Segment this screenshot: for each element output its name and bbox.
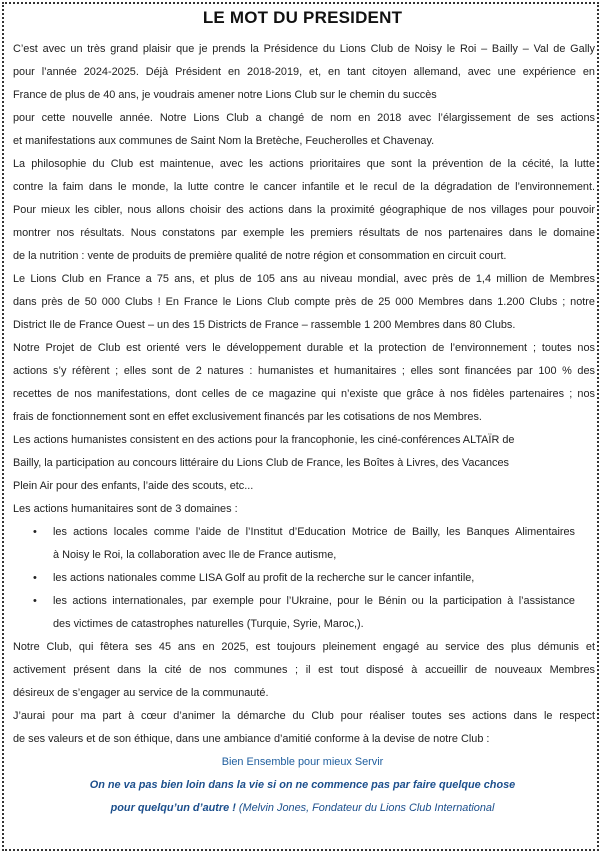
paragraph-line: Les actions humanitaires sont de 3 domaines : <box>13 503 238 515</box>
paragraph-line: La philosophie du Club est maintenue, avec les actions prioritaires que sont la prévention de la cécité, la lutte <box>13 158 595 170</box>
quote-ending: pour quelqu’un d’autre ! <box>110 802 236 814</box>
paragraph-line: Plein Air pour des enfants, l’aide des scouts, etc... <box>13 480 254 492</box>
list-item: les actions nationales comme LISA Golf au profit de la recherche sur le cancer infantile, <box>53 572 475 584</box>
paragraph-line: actions s’y réfèrent ; elles sont de 2 natures : humanistes et humanitaires ; elles sont financées par 100 % des <box>13 365 595 377</box>
paragraph-line: J’aurai pour ma part à cœur d’animer la démarche du Club pour réaliser toutes ses actions dans le respect <box>13 710 595 722</box>
bullet-icon: • <box>33 526 37 538</box>
paragraph-line: France de plus de 40 ans, je voudrais amener notre Lions Club sur le chemin du succès <box>13 89 437 101</box>
paragraph-line: dans près de 50 000 Clubs ! En France le Lions Club compte près de 25 000 Membres dans 1.200 Clubs ; notre <box>13 296 595 308</box>
paragraph-line: montrer nos résultats. Nous constatons par exemple les premiers résultats de nos partenaires dans le domaine <box>13 227 595 239</box>
list-item: les actions internationales, par exemple pour l’Ukraine, pour le Bénin ou la participation à l’assistance <box>53 595 575 607</box>
paragraph-line: de la nutrition : vente de produits de première qualité de notre région et consommation en circuit court. <box>13 250 507 262</box>
paragraph-line: et manifestations aux communes de Saint Nom la Bretèche, Feucherolles et Chavenay. <box>13 135 435 147</box>
paragraph-line: pour l’année 2024-2025. Déjà Président en 2018-2019, et, en tant citoyen allemand, avec une expérience en <box>13 66 595 78</box>
paragraph-line: pour cette nouvelle année. Notre Lions Club a changé de nom en 2018 avec l’élargissement de ses actions <box>13 112 595 124</box>
paragraph-line: recettes de nos manifestations, dont celles de ce magazine qui n’existe que grâce à nos fidèles partenaires ; nos <box>13 388 595 400</box>
list-item: les actions locales comme l’aide de l’Institut d’Education Motrice de Bailly, les Banques Alimentaires <box>53 526 575 538</box>
list-item: des victimes de catastrophes naturelles (Turquie, Syrie, Maroc,). <box>53 618 364 630</box>
paragraph-line: activement présent dans la cité de nos communes ; il est tout disposé à accueillir de nouveaux Membres <box>13 664 595 676</box>
paragraph-line: Notre Club, qui fêtera ses 45 ans en 2025, est toujours pleinement engagé au service des plus démunis et <box>13 641 595 653</box>
quote-line: On ne va pas bien loin dans la vie si on ne commence pas par faire quelque chose <box>89 779 516 791</box>
paragraph-line: contre la faim dans le monde, la lutte contre le cancer infantile et le recul de la dégradation de l’environnement. <box>13 181 595 193</box>
bullet-icon: • <box>33 572 37 584</box>
paragraph-line: désireux de s’engager au service de la communauté. <box>13 687 269 699</box>
list-item: à Noisy le Roi, la collaboration avec Ile de France autisme, <box>53 549 337 561</box>
paragraph-line: frais de fonctionnement sont en effet exclusivement financés par les cotisations de nos Membres. <box>13 411 482 423</box>
page-title: LE MOT DU PRESIDENT <box>202 8 403 27</box>
quote-footer <box>0 801 605 815</box>
paragraph-line: de ses valeurs et de son éthique, dans une ambiance d’amitié conforme à la devise de notre Club : <box>13 733 490 745</box>
page-border <box>2 2 599 851</box>
paragraph-line: Bailly, la participation au concours littéraire du Lions Club de France, les Boîtes à Livres, des Vacances <box>13 457 509 469</box>
paragraph-line: District Ile de France Ouest – un des 15 Districts de France – rassemble 1 200 Membres dans 80 Clubs. <box>13 319 516 331</box>
paragraph-line: Notre Projet de Club est orienté vers le développement durable et la protection de l’environnement ; toutes nos <box>13 342 595 354</box>
paragraph-line: Pour mieux les cibler, nous allons choisir des actions dans la proximité géographique de nos villages pour pouvoir <box>13 204 595 216</box>
club-motto: Bien Ensemble pour mieux Servir <box>221 756 384 768</box>
paragraph-line: C’est avec un très grand plaisir que je prends la Présidence du Lions Club de Noisy le Roi – Bailly – Val de Gally <box>13 43 595 55</box>
paragraph-line: Le Lions Club en France a 75 ans, et plus de 105 ans au niveau mondial, avec près de 1,4 million de Membres <box>13 273 595 285</box>
quote-attribution: (Melvin Jones, Fondateur du Lions Club International <box>235 802 495 814</box>
paragraph-line: Les actions humanistes consistent en des actions pour la francophonie, les ciné-conférences ALTAÏR de <box>13 434 515 446</box>
bullet-icon: • <box>33 595 37 607</box>
